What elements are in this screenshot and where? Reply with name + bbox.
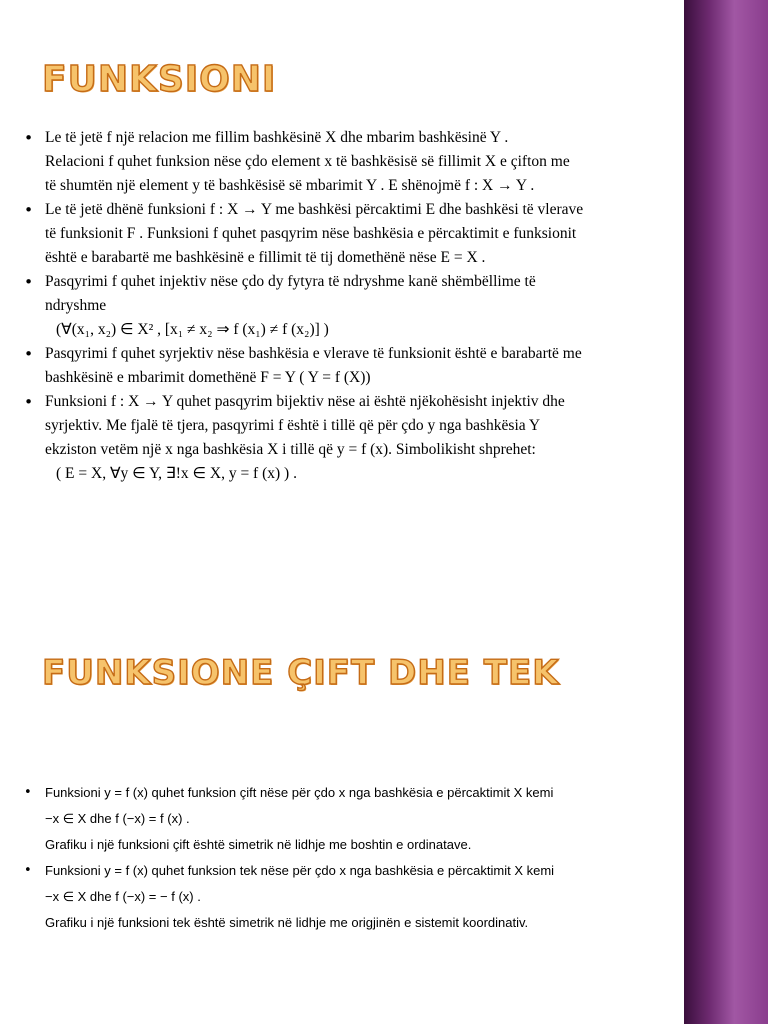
bullet-text: • Funksioni f : X → Y quhet pasqyrim bijektiv nëse ai është njëkohësisht injektiv dhe (20, 390, 670, 414)
paragraph-line: të shumtën një element y të bashkësisë së mbarimit Y . E shënojmë f : X → Y . (45, 177, 535, 194)
slide-2 (0, 512, 768, 1024)
formula-line: ( E = X, ∀y ∈ Y, ∃!x ∈ X, y = f (x) ) . (56, 465, 297, 482)
paragraph-line: Relacioni f quhet funksion nëse çdo element x të bashkësisë së fillimit X e çifton me (45, 153, 570, 170)
formula-line: (∀(x₁, x₂) ∈ X² , [x₁ ≠ x₂ ⇒ f (x₁) ≠ f (x₂)] ) (56, 321, 329, 338)
paragraph-line: është e barabartë me bashkësinë e fillimit të tij domethënë nëse E = X . (45, 249, 486, 266)
paragraph-line: Grafiku i një funksioni çift është simetrik në lidhje me boshtin e ordinatave. (45, 837, 472, 852)
slide-content (20, 126, 670, 486)
paragraph-line: të funksionit F . Funksioni f quhet pasqyrim nëse bashkësia e përcaktimit e funksionit (45, 225, 577, 242)
slide-title: FUNKSIONE ÇIFT DHE TEK (42, 653, 560, 693)
sidebar-decoration (684, 0, 768, 512)
paragraph-line: −x ∈ X dhe f (−x) = − f (x) . (45, 889, 201, 904)
bullet-text: • Pasqyrimi f quhet injektiv nëse çdo dy fytyra të ndryshme kanë shëmbëllime të (20, 270, 670, 294)
bullet-text: • Pasqyrimi f quhet syrjektiv nëse bashkësia e vlerave të funksionit është e barabartë me (20, 342, 670, 366)
bullet-text: • Funksioni y = f (x) quhet funksion tek nëse për çdo x nga bashkësia e përcaktimit X kemi (20, 858, 670, 884)
paragraph-line: −x ∈ X dhe f (−x) = f (x) . (45, 811, 190, 826)
bullet-text: • Le të jetë f një relacion me fillim bashkësinë X dhe mbarim bashkësinë Y . (20, 126, 670, 150)
paragraph-line: ndryshme (45, 297, 107, 314)
slide-content (20, 780, 670, 936)
paragraph-line: Grafiku i një funksioni tek është simetrik në lidhje me origjinën e sistemit koordinativ. (45, 915, 529, 930)
bullet-text: • Funksioni y = f (x) quhet funksion çift nëse për çdo x nga bashkësia e përcaktimit X kemi (20, 780, 670, 806)
paragraph-line: ekziston vetëm një x nga bashkësia X i tillë që y = f (x). Simbolikisht shprehet: (45, 441, 536, 458)
slide-title: FUNKSIONI (42, 59, 277, 100)
bullet-text: • Le të jetë dhënë funksioni f : X → Y me bashkësi përcaktimi E dhe bashkësi të vlerave (20, 198, 670, 222)
paragraph-line: bashkësinë e mbarimit domethënë F = Y ( Y = f (X)) (45, 369, 371, 386)
sidebar-decoration (684, 512, 768, 1024)
paragraph-line: syrjektiv. Me fjalë të tjera, pasqyrimi f është i tillë që për çdo y nga bashkësia Y (45, 417, 541, 434)
